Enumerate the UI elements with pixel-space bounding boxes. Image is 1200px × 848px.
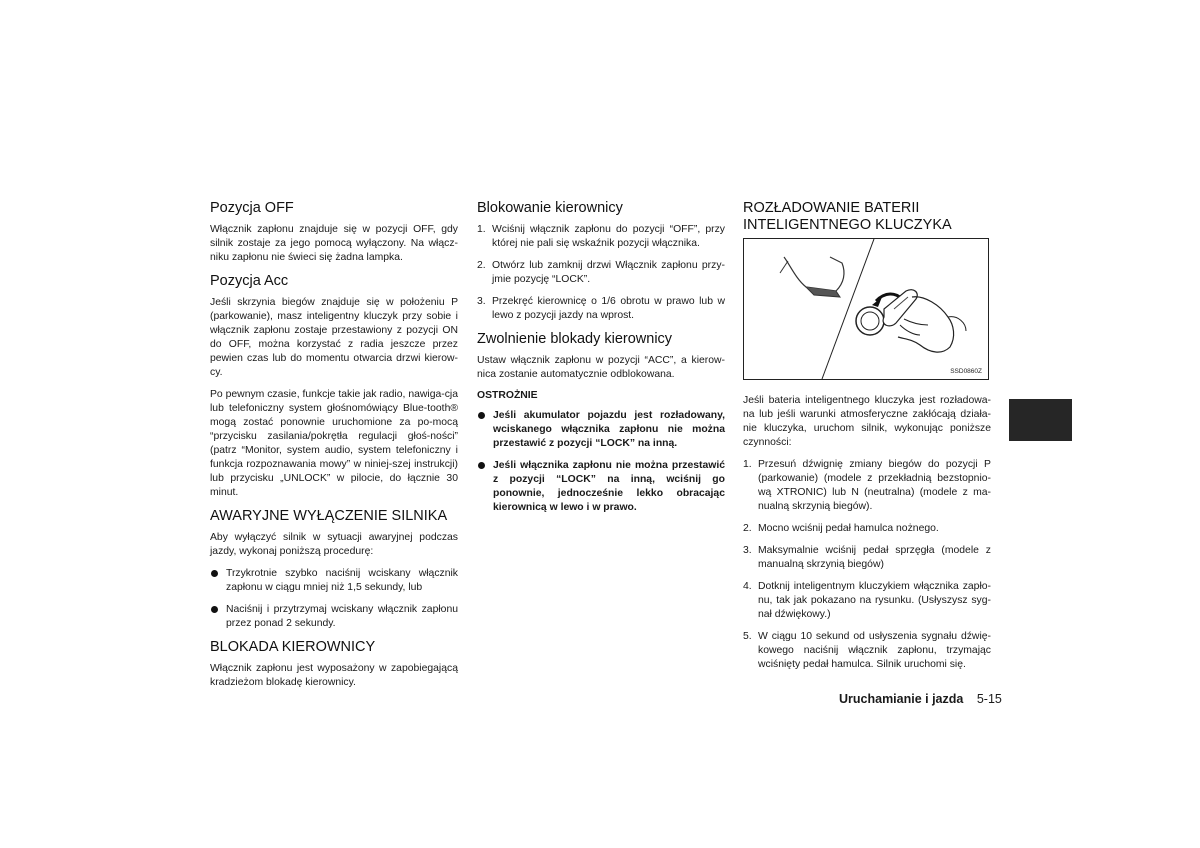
list-item: 3. Przekręć kierownicę o 1/6 obrotu w prawo lub w lewo z pozycji jazdy na wprost. [477,296,725,321]
paragraph-battery-intro: Jeśli bateria inteligentnego kluczyka jest rozładowa-na lub jeśli warunki atmosferyczne zakłócają działa-nie kluczyka, uruchom silnik, wykonując poniższe czynności: [743,395,991,448]
heading-acc-position: Pozycja Acc [210,273,289,289]
page-number: 5-15 [976,692,1002,706]
list-item: 1. Wciśnij włącznik zapłonu do pozycji “OFF”, przy której nie pali się wskaźnik pozycji włącznika. [477,224,725,249]
paragraph-release: Ustaw włącznik zapłonu w pozycji “ACC”, a kierow-nica zostanie automatycznie odblokowana. [477,355,725,380]
bullet-icon [478,462,485,469]
lock-steps-list [477,223,725,323]
heading-steering-lock: BLOKADA KIEROWNICY [210,639,376,655]
bullet-icon [211,606,218,613]
bullet-icon [211,570,218,577]
hand-key-illustration-icon [744,239,988,379]
paragraph-acc-2: Po pewnym czasie, funkcje takie jak radio, nawiga-cja lub telefoniczny system głośnomówiący Blue-tooth® mogą zostać ponownie uruchomione za po-mocą “przycisku zasilania/pokrętła regulacji głoś-ności” (patrz “Monitor, system audio, system telefoniczny i funkcja rozpoznawania mowy” w niniej-szej instrukcji) lub przycisku „UNLOCK” w pilocie, do łącznie 30 minut. [210,389,458,498]
section-tab-marker [1009,399,1072,441]
list-item: 2. Otwórz lub zamknij drzwi Włącznik zapłonu przy-jmie pozycję “LOCK”. [477,260,725,285]
list-item: Trzykrotnie szybko naciśnij wciskany włącznik zapłonu w ciągu mniej niż 1,5 sekundy, lub [210,567,458,595]
paragraph-emergency: Aby wyłączyć silnik w sytuacji awaryjnej podczas jazdy, wykonaj poniższą procedurę: [210,532,458,557]
list-item: 1. Przesuń dźwignię zmiany biegów do pozycji P (parkowanie) (modele z przekładnią bezstopnio-wą XTRONIC) lub N (neutralna) (modele z ma-nualną skrzynią biegów). [743,459,991,512]
page-footer [839,692,1002,706]
list-item: 5. W ciągu 10 sekund od usłyszenia sygnału dźwię-kowego naciśnij włącznik zapłonu, trzymając wciśnięty pedał hamulca. Silnik uruchomi się. [743,631,991,670]
emergency-bullet-list [210,567,458,631]
column-middle [477,200,725,523]
heading-lock-steering: Blokowanie kierownicy [477,200,623,216]
footer-section-title: Uruchamianie i jazda [839,692,964,706]
list-item: 4. Dotknij inteligentnym kluczykiem włącznika zapło-nu, tak jak pokazano na rysunku. (Usłyszysz syg-nał dźwiękowy.) [743,581,991,620]
heading-key-battery: ROZŁADOWANIE BATERII INTELIGENTNEGO KLUCZYKA [743,200,952,233]
caution-label: OSTROŻNIE [477,390,538,401]
caution-list [477,409,725,515]
list-item: Jeśli akumulator pojazdu jest rozładowany, wciskanego włącznika zapłonu nie można przestawić z pozycji “LOCK” na inną. [477,409,725,451]
list-item: 3. Maksymalnie wciśnij pedał sprzęgła (modele z manualną skrzynią biegów) [743,545,991,570]
column-left [210,200,458,698]
figure-code: SSD0860Z [950,368,982,375]
key-touch-illustration [743,238,989,380]
column-right [743,200,991,680]
battery-steps-list [743,458,991,672]
list-item: 2. Mocno wciśnij pedał hamulca nożnego. [743,523,939,534]
paragraph-off-position: Włącznik zapłonu znajduje się w pozycji OFF, gdy silnik zostaje za jego pomocą wyłączony. Na włącz-niku zapłonu nie świeci się żadna lampka. [210,224,458,263]
heading-release-steering: Zwolnienie blokady kierownicy [477,331,673,347]
bullet-icon [478,412,485,419]
paragraph-steering-lock: Włącznik zapłonu jest wyposażony w zapobiegającą kradzieżom blokadę kierownicy. [210,663,458,688]
list-item: Naciśnij i przytrzymaj wciskany włącznik zapłonu przez ponad 2 sekundy. [210,603,458,631]
list-item: Jeśli włącznika zapłonu nie można przestawić z pozycji “LOCK” na inną, wciśnij go ponownie, jednocześnie lekko obracając kierownicą w lewo i w prawo. [477,459,725,515]
paragraph-acc-1: Jeśli skrzynia biegów znajduje się w położeniu P (parkowanie), masz inteligentny kluczyk przy sobie i włącznik zapłonu zostaje przestawiony z pozycji ON do OFF, można korzystać z radia jeszcze przez pewien czas lub do momentu otwarcia drzwi kierow-cy. [210,297,458,378]
heading-emergency-shutdown: AWARYJNE WYŁĄCZENIE SILNIKA [210,508,448,524]
heading-off-position: Pozycja OFF [210,200,294,216]
